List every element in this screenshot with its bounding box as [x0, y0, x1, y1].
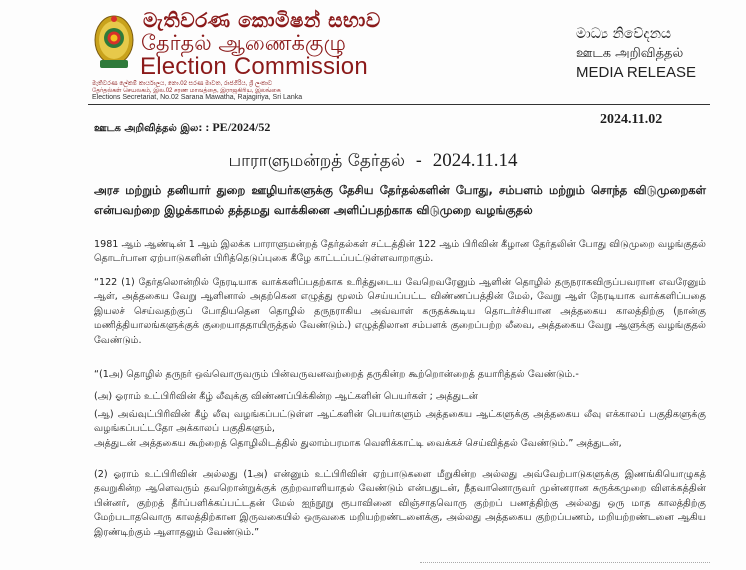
address-english: Elections Secretariat, No.02 Sarana Mawatha, Rajagiriya, Sri Lanka: [92, 94, 303, 101]
section-2: (2) ஓராம் உட்பிரிவின் அல்லது (1அ) என்னும் உட்பிரிவின் ஏற்பாடுகளை மீறுகின்ற அல்லது அவ்வேற்பாடுகளுக்கு இணங்கியொழுகத் தவறுகின்ற ஆளெவரும் தவறொன்றுக்குக் குற்றவாளியாதல் வேண்டும் என்பதுடன், நீதவானொருவர் முன்னரான சுருக்கமுறை விளக்கத்தின் பின்னர், குற்றத் தீர்ப்பளிக்கப்பட்டதன் மேல் ஐந்நூறு ரூபாவினை விஞ்சாதவொரு குற்றப் பணத்திற்கு அல்லது ஒரு மாத காலத்திற்கு மேற்படாதவொரு காலத்திற்கான இருவகையில் ஒருவகை மறியற்றண்டனைக்கு, அல்லது அத்தகைய குற்றப்பணம், மறியற்றண்டனை ஆகிய இரண்டிற்கும் ஆளாதலும் வேண்டும்.”: [94, 469, 706, 538]
org-name-tamil: தேர்தல் ஆணைக்குழு: [141, 31, 346, 55]
section-1a: “(1அ) தொழில் தருநர் ஒவ்வொருவரும் பின்வருவனவற்றைத் தருகின்ற கூற்றொன்றைத் தயாரித்தல் வேண்டும்.-: [94, 369, 579, 380]
org-name-sinhala: මැතිවරණ කොමිෂන් සභාව: [143, 8, 381, 32]
title-date: 2024.11.14: [432, 150, 518, 171]
media-release-english: MEDIA RELEASE: [576, 64, 697, 81]
item-aa: (ஆ) அவ்வுட்பிரிவின் கீழ் லீவு வழங்கப்பட்டுள்ள ஆட்களின் பெயர்களும் அத்தகைய ஆட்களுக்கு அத்தகைய லீவு எக்காலப் பகுதிகளுக்கு வழங்கப்பட்டதோ அக்காலப் பகுதிகளும்,: [94, 409, 706, 435]
sri-lanka-emblem-logo: [92, 14, 136, 70]
address-tamil: தேர்தல்கள் செயலகம், இல.02 சரண மாவத்தை, இராஜகிரிய, இலங்கை: [92, 88, 281, 94]
subtitle: அரச மற்றும் தனியார் துறை ஊழியர்களுக்கு தேசிய தேர்தல்களின் போது, சம்பளம் மற்றும் சொந்த விடுமுறைகள் என்பவற்றை இழக்காமல் தத்தமது வாக்கினை அளிப்பதற்காக விடுமுறை வழங்குதல்: [94, 183, 706, 217]
reference-label: ஊடக அறிவித்தல் இல:: [94, 123, 203, 134]
title-text: பாராளுமன்றத் தேர்தல் -: [228, 151, 433, 171]
cut-off-text-line: [420, 562, 710, 567]
intro-paragraph: 1981 ஆம் ஆண்டின் 1 ஆம் இலக்க பாராளுமன்றத் தேர்தல்கள் சட்டத்தின் 122 ஆம் பிரிவின் கீழான தேர்தலின் போது விடுமுறை வழங்குதல் தொடர்பான ஏற்பாடுகளின் பிரித்தெடுப்புகை கீழே காட்டப்பட்டுள்ளவாறாகும்.: [94, 239, 706, 265]
release-date: 2024.11.02: [600, 112, 663, 127]
media-release-tamil: ஊடக அறிவித்தல்: [576, 46, 684, 61]
org-name-english: Election Commission: [140, 53, 368, 80]
media-release-sinhala: මාධ්‍ය නිවේදනය: [576, 26, 672, 42]
display-clause: அத்துடன் அத்தகைய கூற்றைத் தொழிலிடத்தில் துலாம்பரமாக வெளிக்காட்டி வைக்கச் செய்வித்தல் வேண்டும்.” அத்துடன்,: [94, 438, 622, 449]
reference-number: [94, 120, 270, 135]
section-122-1: “122 (1) தேர்தலொன்றில் நேரடியாக வாக்களிப்பதற்காக உரித்துடைய வேறெவரேனும் ஆளின் தொழில் தருநராகவிருப்பவரான எவரேனும் ஆள், அத்தகைய வேறு ஆளினால் அதற்கென எழுத்து மூலம் செய்யப்பட்ட விண்ணப்பத்தின் மேல், வேறு ஆள் நேரடியாக வாக்களிப்பதை இயலச் செய்வதற்குப் போதியதென தொழில் தருநராகிய அவ்வாள் கருதக்கூடிய தொடர்ச்சியான அத்தகைய காலத்திற்கு (நான்கு மணித்தியாலங்களுக்குக் குறையாததாயிருத்தல் வேண்டும்.) எழுத்திலான சம்பளக் குறைப்பற்ற லீவை, அத்தகைய வேறு ஆளுக்கு வழங்குதல் வேண்டும்.: [94, 277, 706, 346]
address-sinhala: මැතිවරණ ලේකම් කාර්යාලය, නො.02 සරණ මාවත, රාජගිරිය, ශ්‍රී ලංකාව: [92, 81, 273, 87]
header-divider: [88, 104, 710, 105]
item-a: (அ) ஓராம் உட்பிரிவின் கீழ் லீவுக்கு விண்ணப்பிக்கின்ற ஆட்களின் பெயர்கள் ; அத்துடன்: [94, 391, 479, 402]
page-title: [0, 150, 746, 173]
reference-value: : PE/2024/52: [205, 120, 271, 134]
